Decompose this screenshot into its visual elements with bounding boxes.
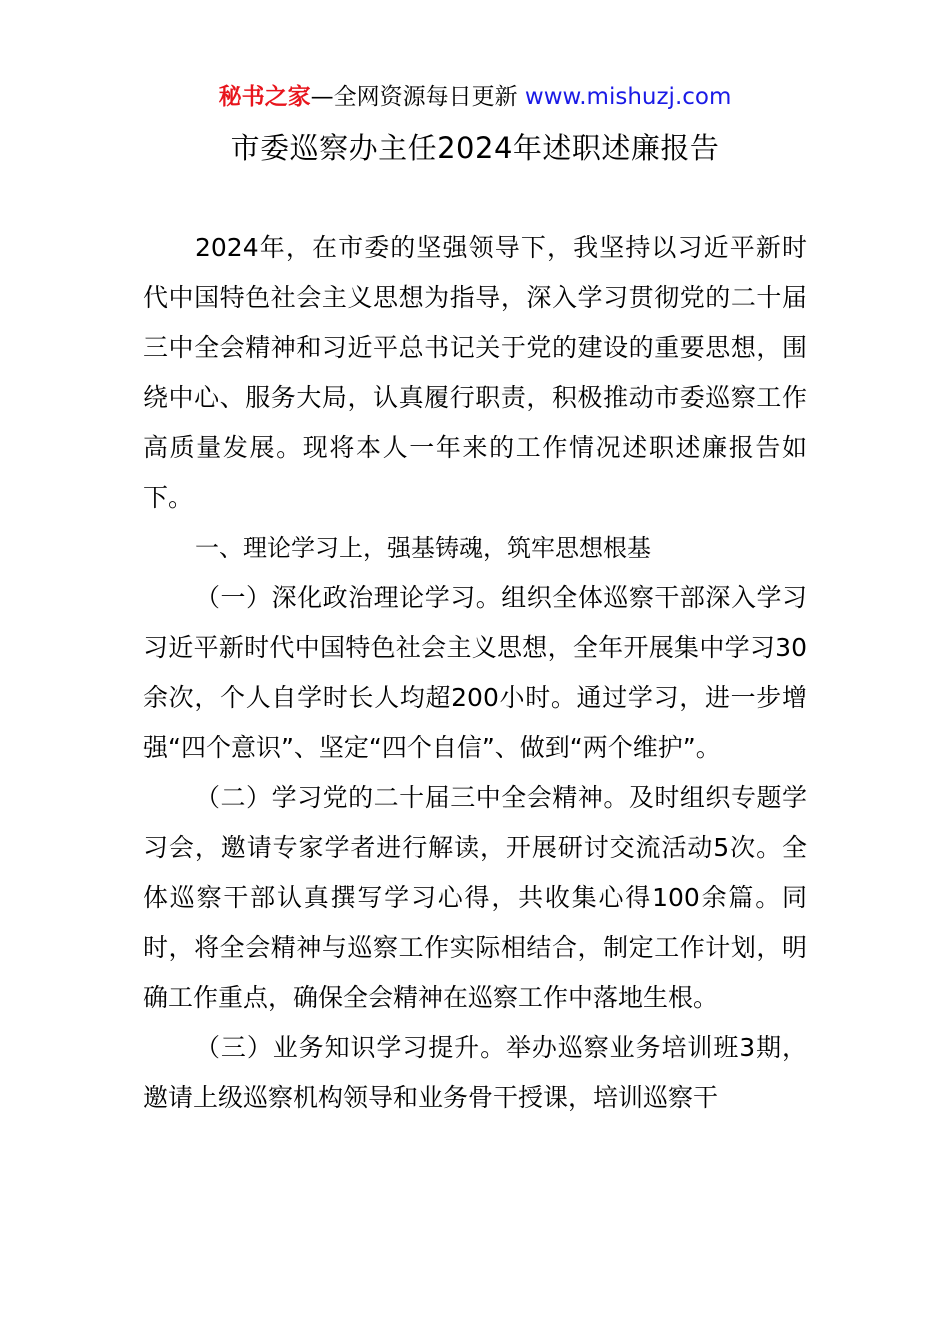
brand-name: 秘书之家 bbox=[218, 84, 311, 110]
document-body bbox=[143, 223, 807, 1123]
item-paragraph-3: （三）业务知识学习提升。举办巡察业务培训班3期，邀请上级巡察机构领导和业务骨干授课，培训巡察干 bbox=[143, 1033, 807, 1112]
intro-paragraph: 2024年，在市委的坚强领导下，我坚持以习近平新时代中国特色社会主义思想为指导，深入学习贯彻党的二十届三中全会精神和习近平总书记关于党的建设的重要思想，围绕中心、服务大局，认真履行职责，积极推动市委巡察工作高质量发展。现将本人一年来的工作情况述职述廉报告如下。 bbox=[143, 233, 807, 512]
item-paragraph-1: （一）深化政治理论学习。组织全体巡察干部深入学习习近平新时代中国特色社会主义思想，全年开展集中学习30余次，个人自学时长人均超200小时。通过学习，进一步增强“四个意识”、坚定“四个自信”、做到“两个维护”。 bbox=[143, 583, 807, 762]
site-banner bbox=[0, 80, 950, 114]
item-paragraph-2: （二）学习党的二十届三中全会精神。及时组织专题学习会，邀请专家学者进行解读，开展研讨交流活动5次。全体巡察干部认真撰写学习心得，共收集心得100余篇。同时，将全会精神与巡察工作实际相结合，制定工作计划，明确工作重点，确保全会精神在巡察工作中落地生根。 bbox=[143, 783, 807, 1012]
document-title: 市委巡察办主任2024年述职述廉报告 bbox=[230, 131, 720, 165]
section-heading: 一、理论学习上，强基铸魂，筑牢思想根基 bbox=[195, 534, 651, 562]
banner-tagline: —全网资源每日更新 bbox=[310, 84, 518, 110]
site-url: www.mishuzj.com bbox=[524, 84, 732, 110]
